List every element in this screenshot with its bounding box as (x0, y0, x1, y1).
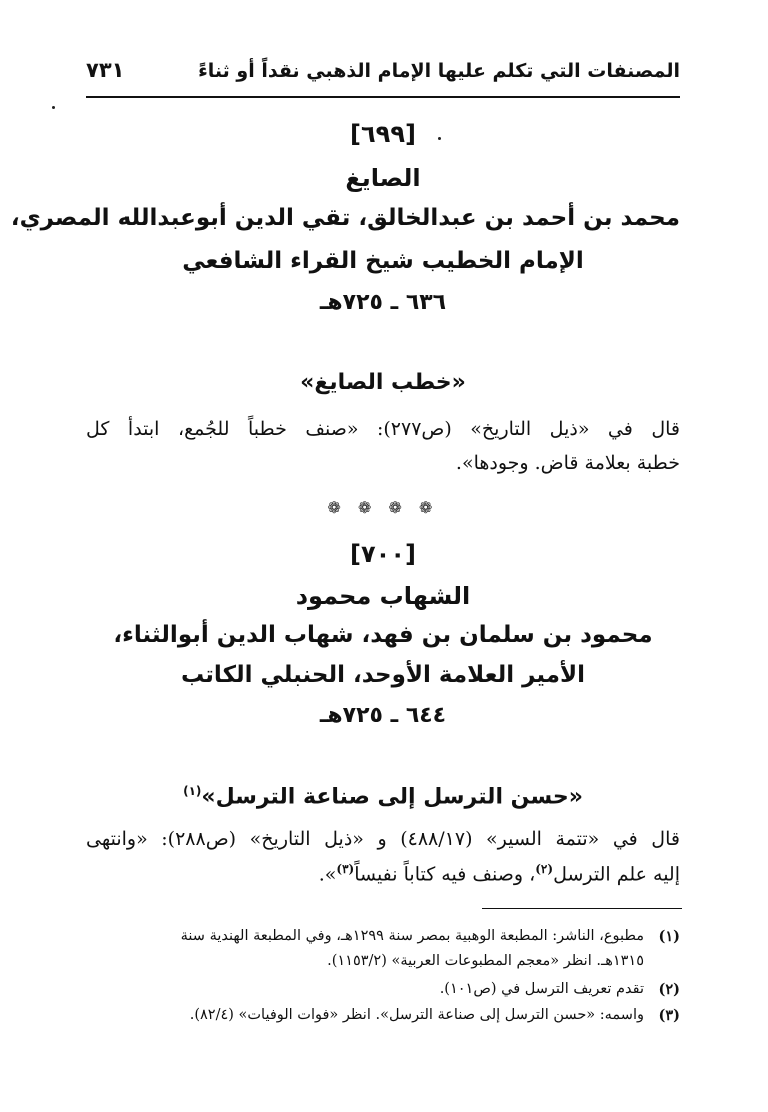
entry-full-name-line: الإمام الخطيب شيخ القراء الشافعي (182, 248, 584, 274)
paragraph-text: ، وصنف فيه كتاباً نفيساً (354, 863, 536, 886)
paragraph-text: إليه علم الترسل (553, 863, 680, 886)
paragraph-line (319, 862, 680, 885)
work-title: «خطب الصايغ» (300, 370, 466, 395)
page-header (86, 56, 680, 98)
footnote-mark: (١) (658, 928, 680, 945)
paragraph-text: ». (318, 863, 337, 886)
work-title (86, 784, 680, 809)
footnote-rule (482, 908, 682, 909)
footnote-ref: (١) (183, 784, 202, 798)
footnote-mark: (٣) (658, 1007, 680, 1024)
paragraph-line: قال في «تتمة السير» (٤٨٨/١٧) و «ذيل التاريخ» (ص٢٨٨): «وانتهى (86, 828, 680, 850)
footnote-mark: (٢) (658, 981, 680, 998)
footnote (86, 1007, 680, 1031)
footnote-ref: (٢) (535, 862, 554, 876)
entry-full-name-line: محمود بن سلمان بن فهد، شهاب الدين أبوالثناء، (113, 622, 653, 648)
entry-name: الشهاب محمود (295, 582, 471, 610)
paragraph-line: قال في «ذيل التاريخ» (ص٢٧٧): «صنف خطباً للجُمع، ابتدأ كل (86, 418, 680, 440)
entry-number: [٧٠٠] (350, 540, 416, 568)
entry-dates: ٦٣٦ ـ ٧٢٥هـ (319, 290, 447, 315)
footnote-text: واسمه: «حسن الترسل إلى صناعة الترسل». انظر «فوات الوفيات» (٨٢/٤). (189, 1007, 644, 1023)
entry-name: الصايغ (345, 164, 421, 192)
work-title-text: «حسن الترسل إلى صناعة الترسل» (201, 784, 583, 810)
footnote (86, 928, 680, 978)
entry-full-name-line: الأمير العلامة الأوحد، الحنبلي الكاتب (180, 662, 586, 688)
footnote (86, 981, 680, 1005)
entry-dates: ٦٤٤ ـ ٧٢٥هـ (319, 703, 447, 728)
entry-full-name-line: محمد بن أحمد بن عبدالخالق، تقي الدين أبوعبدالله المصري، (10, 205, 680, 231)
paragraph (86, 418, 680, 478)
paragraph-line: خطبة بعلامة قاض. وجودها». (455, 452, 680, 474)
footnote-text: ١٣١٥هـ. انظر «معجم المطبوعات العربية» (١١٥٣/٢). (327, 953, 644, 969)
page-number: ٧٣١ (86, 58, 125, 82)
scan-speck (52, 106, 55, 109)
section-separator: ❁ ❁ ❁ ❁ (327, 498, 439, 517)
footnote-text: تقدم تعريف الترسل في (ص١٠١). (439, 981, 644, 997)
footnote-ref: (٣) (336, 862, 355, 876)
paragraph (86, 828, 680, 890)
footnote-text: مطبوع، الناشر: المطبعة الوهبية بمصر سنة ١٢٩٩هـ، وفي المطبعة الهندية سنة (180, 928, 644, 944)
entry-number: [٦٩٩] (350, 120, 416, 148)
running-title: المصنفات التي تكلم عليها الإمام الذهبي نقداً أو ثناءً (198, 60, 680, 82)
